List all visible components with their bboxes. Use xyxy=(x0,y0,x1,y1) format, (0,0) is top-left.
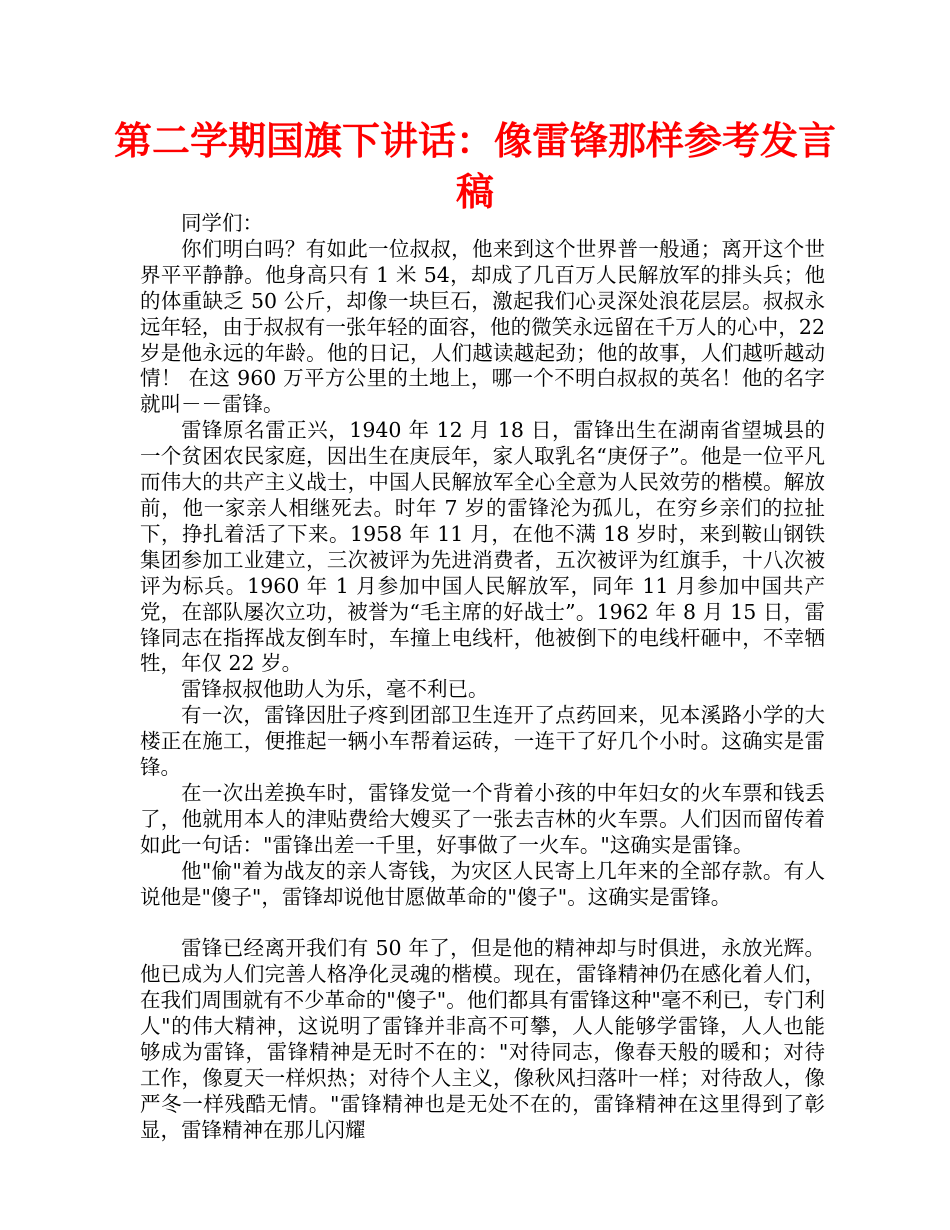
document-title: 第二学期国旗下讲话：像雷锋那样参考发言稿 xyxy=(113,119,836,214)
paragraph-biography: 雷锋原名雷正兴，1940 年 12 月 18 日，雷锋出生在湖南省望城县的一个贫困农民家庭，因出生在庚辰年，家人取乳名“庚伢子”。他是一位平凡而伟大的共产主义战士，中国人民解放军全心全意为人民效劳的楷模。解放前，他一家亲人相继死去。时年 7 岁的雷锋沦为孤儿，在穷乡亲们的拉扯下，挣扎着活了下来。1958 年 11 月，在他不满 18 岁时，来到鞍山钢铁集团参加工业建立，三次被评为先进消费者，五次被评为红旗手，十八次被评为标兵。1960 年 1 月参加中国人民解放军，同年 11 月参加中国共产党，在部队屡次立功，被誉为“毛主席的好战士”。1962 年 8 月 15 日，雷锋同志在指挥战友倒车时，车撞上电线杆，他被倒下的电线杆砸中，不幸牺牲，年仅 22 岁。 xyxy=(140,418,825,676)
paragraph-helping-others: 雷锋叔叔他助人为乐，毫不利已。 xyxy=(181,677,489,702)
paragraph-story-donation: 他"偷"着为战友的亲人寄钱，为灾区人民寄上几年来的全部存款。有人说他是"傻子"，雷锋却说他甘愿做革命的"傻子"。这确实是雷锋。 xyxy=(140,858,825,909)
paragraph-intro: 你们明白吗？有如此一位叔叔，他来到这个世界普一般通；离开这个世界平平静静。他身高只有 1 米 54，却成了几百万人民解放军的排头兵；他的体重缺乏 50 公斤，却像一块巨石，激起我们心灵深处浪花层层。叔叔永远年轻，由于叔叔有一张年轻的面容，他的微笑永远留在千万人的心中，22 岁是他永远的年龄。他的日记，人们越读越起劲；他的故事，人们越听越动情！ 在这 960 万平方公里的土地上，哪一个不明白叔叔的英名！他的名字就叫－－雷锋。 xyxy=(140,236,825,417)
paragraph-story-train: 在一次出差换车时，雷锋发觉一个背着小孩的中年妇女的火车票和钱丢了，他就用本人的津贴费给大嫂买了一张去吉林的火车票。人们因而留传着如此一句话："雷锋出差一千里，好事做了一火车。"这确实是雷锋。 xyxy=(140,780,825,857)
salutation: 同学们： xyxy=(181,211,263,235)
paragraph-spirit: 雷锋已经离开我们有 50 年了，但是他的精神却与时俱进，永放光辉。他已成为人们完善人格净化灵魂的楷模。现在，雷锋精神仍在感化着人们，在我们周围就有不少革命的"傻子"。他们都具有雷锋这种"毫不利已，专门利人"的伟大精神，这说明了雷锋并非高不可攀，人人能够学雷锋，人人也能够成为雷锋，雷锋精神是无时不在的："对待同志，像春天般的暖和；对待工作，像夏天一样炽热；对待个人主义，像秋风扫落叶一样；对待敌人，像严冬一样残酷无情。"雷锋精神也是无处不在的，雷锋精神在这里得到了彰显，雷锋精神在那儿闪耀 xyxy=(140,936,825,1142)
document-body xyxy=(140,211,825,1144)
paragraph-story-bricks: 有一次，雷锋因肚子疼到团部卫生连开了点药回来，见本溪路小学的大楼正在施工，便推起一辆小车帮着运砖，一连干了好几个小时。这确实是雷锋。 xyxy=(140,703,825,780)
